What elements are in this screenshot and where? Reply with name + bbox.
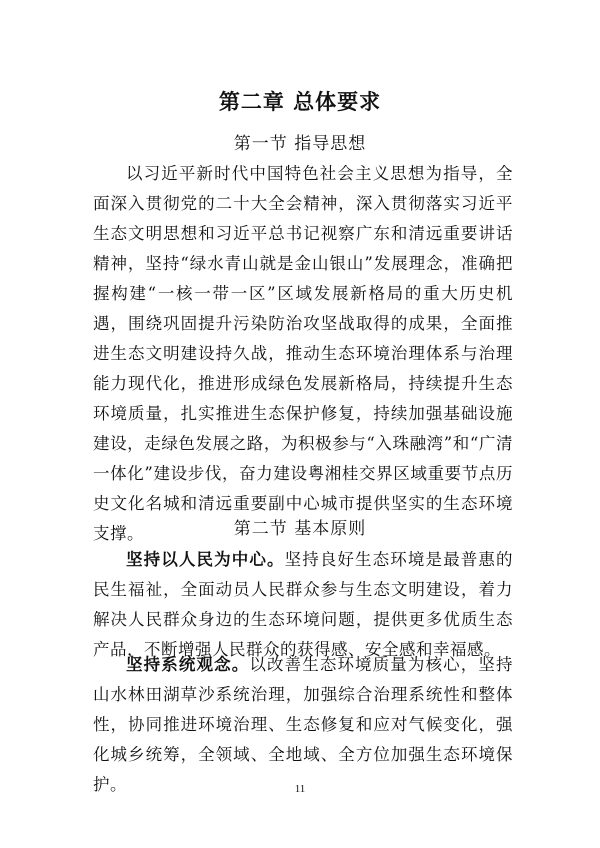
- principle-text-systems-concept: 以改善生态环境质量为核心，坚持山水林田湖草沙系统治理，加强综合治理系统性和整体性，协同推进环境治理、生态修复和应对气候变化，强化城乡统筹，全领域、全地域、全方位加强生态环境保护。: [93, 655, 514, 794]
- principle-lead-people-centered: 坚持以人民为中心。: [126, 550, 285, 569]
- principle-paragraph-people-centered: [93, 545, 513, 665]
- principle-lead-systems-concept: 坚持系统观念。: [126, 655, 250, 674]
- guiding-ideology-paragraph: 以习近平新时代中国特色社会主义思想为指导，全面深入贯彻党的二十大全会精神，深入贯彻落实习近平生态文明思想和习近平总书记视察广东和清远重要讲话精神，坚持“绿水青山就是金山银山”发展理念，准确把握构建“一核一带一区”区域发展新格局的重大历史机遇，围绕巩固提升污染防治攻坚战取得的成果，全面推进生态文明建设持久战，推动生态环境治理体系与治理能力现代化，推进形成绿色发展新格局，持续提升生态环境质量，扎实推进生态保护修复，持续加强基础设施建设，走绿色发展之路，为积极参与“入珠融湾”和“广清一体化”建设步伐，奋力建设粤湘桂交界区域重要节点历史文化名城和清远重要副中心城市提供坚实的生态环境支撑。: [93, 164, 513, 543]
- principle-text-people-centered: 坚持良好生态环境是最普惠的民生福祉，全面动员人民群众参与生态文明建设，着力解决人民群众身边的生态环境问题，提供更多优质生态产品，不断增强人民群众的获得感、安全感和幸福感。: [93, 550, 514, 659]
- section-title-guiding-ideology: 第一节 指导思想: [233, 134, 367, 154]
- section-title-basic-principles: 第二节 基本原则: [233, 519, 367, 539]
- chapter-title: 第二章 总体要求: [218, 90, 382, 114]
- principle-paragraph-systems-concept: [93, 650, 513, 800]
- page-number: 11: [294, 783, 306, 795]
